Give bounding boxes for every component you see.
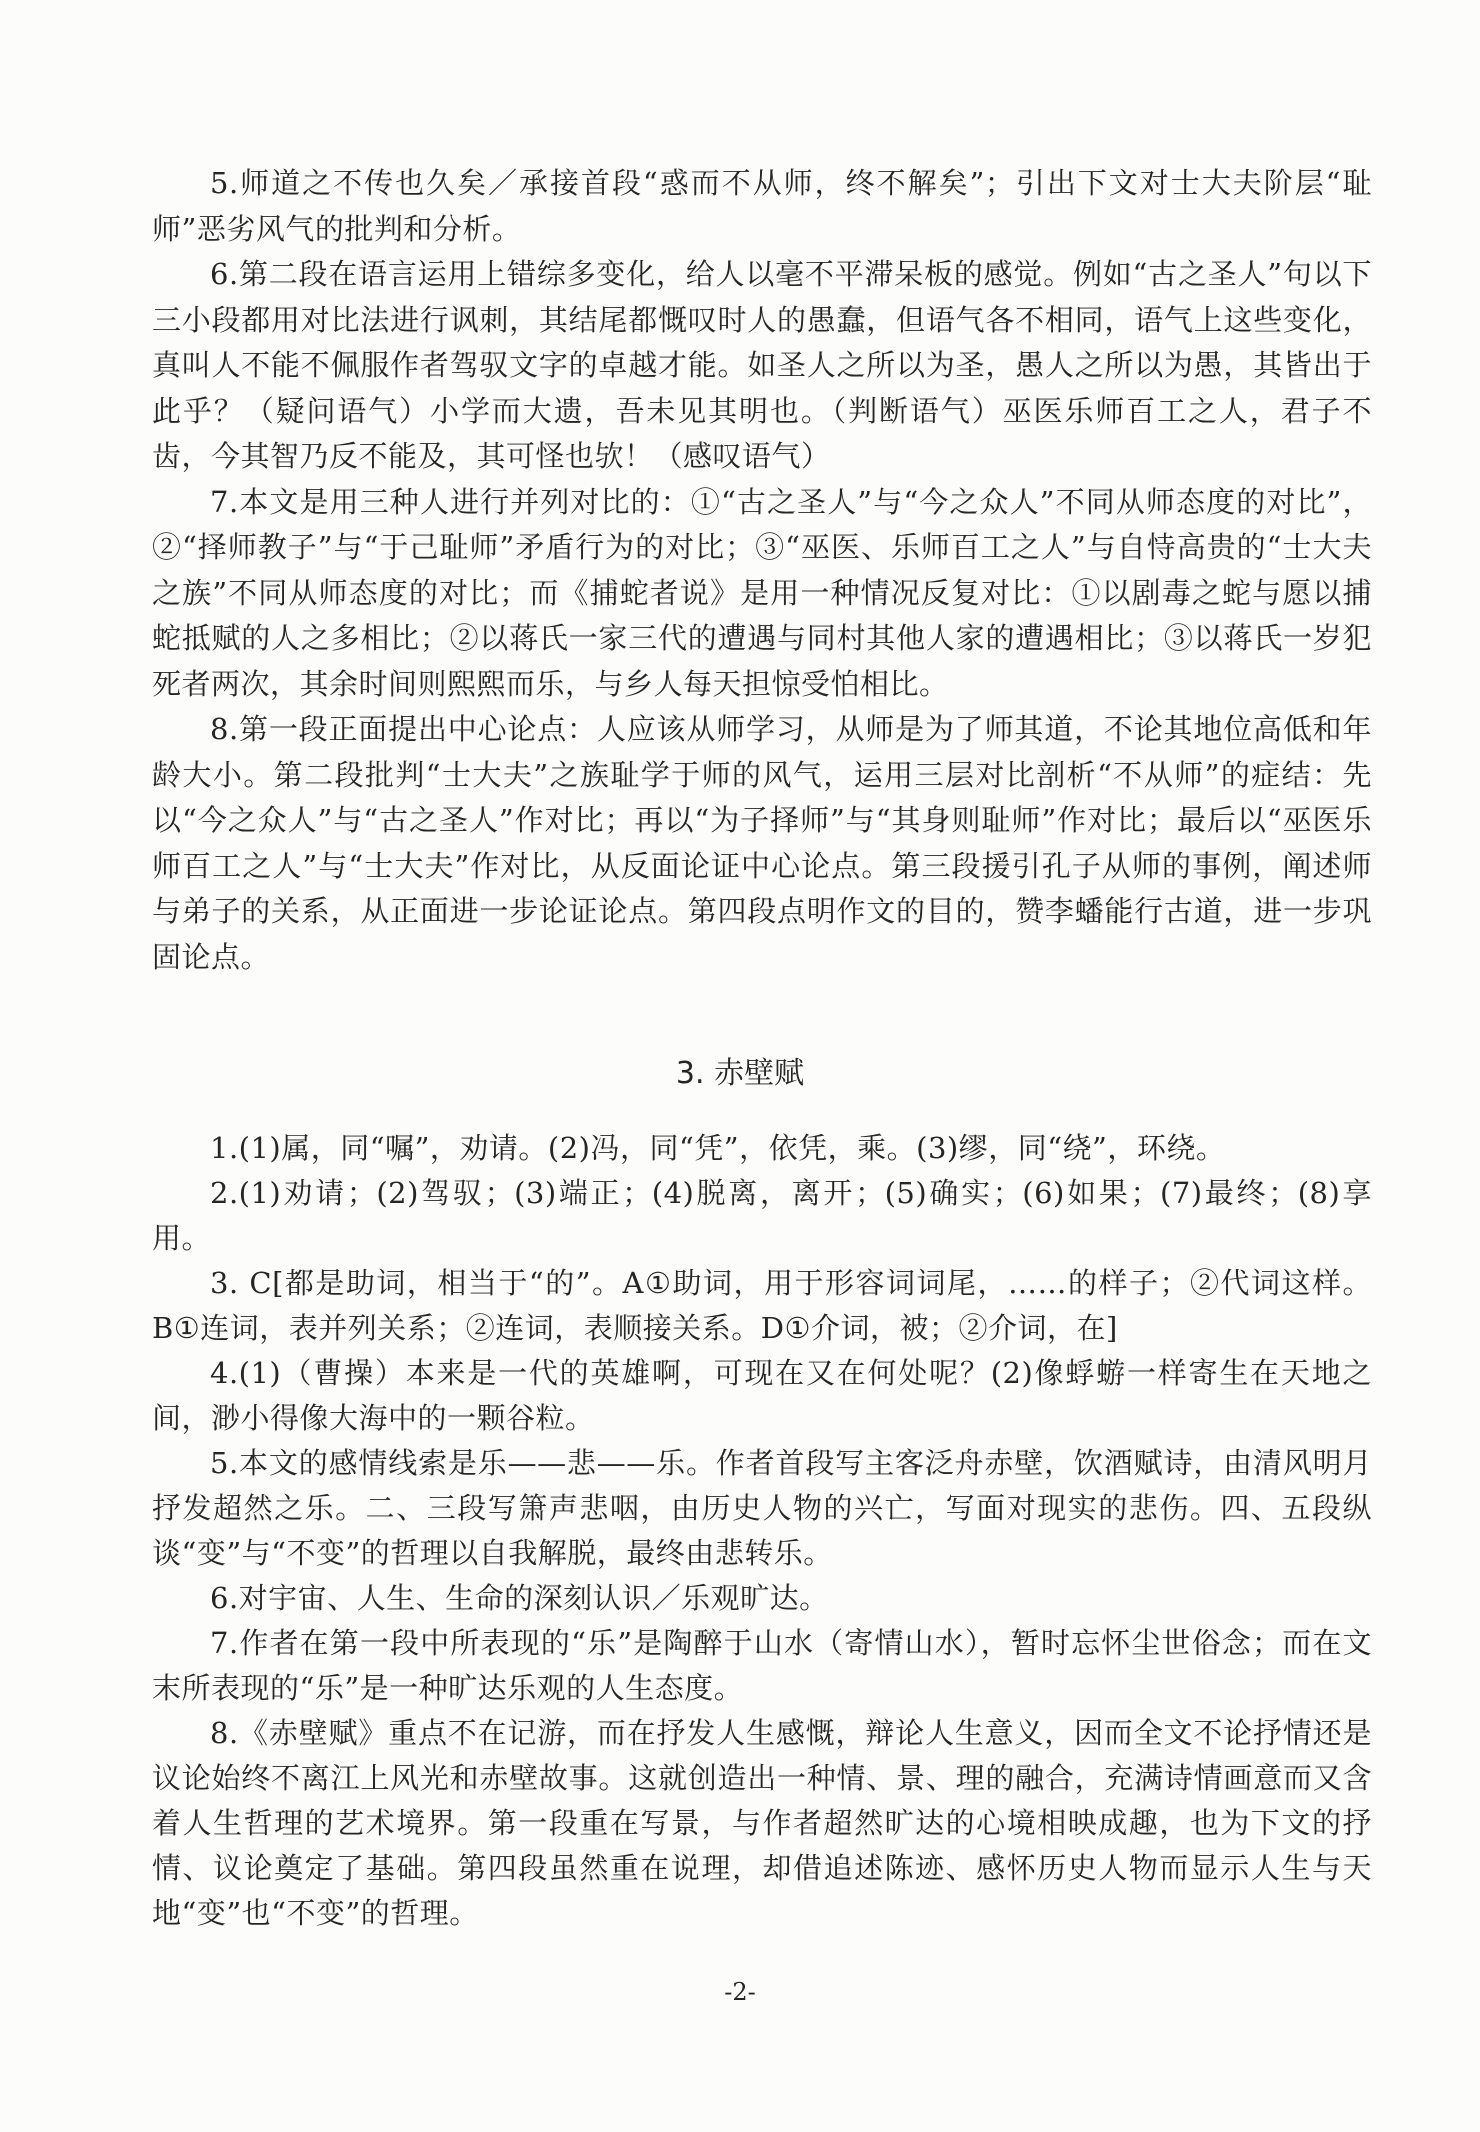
answer-paragraph-8: 8.《赤壁赋》重点不在记游，而在抒发人生感慨，辩论人生意义，因而全文不论抒情还是议论始终不离江上风光和赤壁故事。这就创造出一种情、景、理的融合，充满诗情画意而又含着人生哲理的艺术境界。第一段重在写景，与作者超然旷达的心境相映成趣，也为下文的抒情、议论奠定了基础。第四段虽然重在说理，却借追述陈迹、感怀历史人物而显示人生与天地“变”也“不变”的哲理。 — [152, 1716, 1372, 1930]
answer-section-chibifu — [152, 1126, 1372, 1936]
answer-paragraph-6: 6.对宇宙、人生、生命的深刻认识／乐观旷达。 — [210, 1581, 829, 1615]
page-number: -2- — [724, 1978, 756, 2006]
answer-paragraph-7: 7.作者在第一段中所表现的“乐”是陶醉于山水（寄情山水），暂时忘怀尘世俗念；而在文末所表现的“乐”是一种旷达乐观的人生态度。 — [152, 1626, 1372, 1705]
answer-paragraph-3: 3. C[都是助词，相当于“的”。A①助词，用于形容词词尾，……的样子；②代词这样。B①连词，表并列关系；②连词，表顺接关系。D①介词，被；②介词，在] — [152, 1266, 1372, 1345]
answer-paragraph-8: 8.第一段正面提出中心论点：人应该从师学习，从师是为了师其道，不论其地位高低和年龄大小。第二段批判“士大夫”之族耻学于师的风气，运用三层对比剖析“不从师”的症结：先以“今之众人”与“古之圣人”作对比；再以“为子择师”与“其身则耻师”作对比；最后以“巫医乐师百工之人”与“士大夫”作对比，从反面论证中心论点。第三段援引孔子从师的事例，阐述师与弟子的关系，从正面进一步论证论点。第四段点明作文的目的，赞李蟠能行古道，进一步巩固论点。 — [152, 712, 1372, 974]
answer-paragraph-4: 4.(1)（曹操）本来是一代的英雄啊，可现在又在何处呢？(2)像蜉蝣一样寄生在天地之间，渺小得像大海中的一颗谷粒。 — [152, 1356, 1372, 1435]
answer-paragraph-5: 5.师道之不传也久矣／承接首段“惑而不从师，终不解矣”；引出下文对士大夫阶层“耻师”恶劣风气的批判和分析。 — [152, 166, 1372, 246]
answer-paragraph-1: 1.(1)属，同“嘱”，劝请。(2)冯，同“凭”，依凭，乘。(3)缪，同“绕”，环绕。 — [210, 1131, 1226, 1165]
answer-paragraph-2: 2.(1)劝请；(2)驾驭；(3)端正；(4)脱离，离开；(5)确实；(6)如果；(7)最终；(8)享用。 — [152, 1176, 1372, 1255]
answer-paragraph-5: 5.本文的感情线索是乐——悲——乐。作者首段写主客泛舟赤壁，饮酒赋诗，由清风明月抒发超然之乐。二、三段写箫声悲咽，由历史人物的兴亡，写面对现实的悲伤。四、五段纵谈“变”与“不变”的哲理以自我解脱，最终由悲转乐。 — [152, 1446, 1372, 1570]
answer-section-shishuo — [152, 161, 1372, 980]
answer-paragraph-7: 7.本文是用三种人进行并列对比的：①“古之圣人”与“今之众人”不同从师态度的对比”，②“择师教子”与“于己耻师”矛盾行为的对比；③“巫医、乐师百工之人”与自恃高贵的“士大夫之族”不同从师态度的对比；而《捕蛇者说》是用一种情况反复对比：①以剧毒之蛇与愿以捕蛇抵赋的人之多相比；②以蒋氏一家三代的遭遇与同村其他人家的遭遇相比；③以蒋氏一岁犯死者两次，其余时间则熙熙而乐，与乡人每天担惊受怕相比。 — [152, 484, 1372, 701]
section-title: 3. 赤壁赋 — [675, 1056, 805, 1091]
answer-paragraph-6: 6.第二段在语言运用上错综多变化，给人以毫不平滞呆板的感觉。例如“古之圣人”句以下三小段都用对比法进行讽刺，其结尾都慨叹时人的愚蠢，但语气各不相同，语气上这些变化，真叫人不能不佩服作者驾驭文字的卓越才能。如圣人之所以为圣，愚人之所以为愚，其皆出于此乎？（疑问语气）小学而大遗，吾未见其明也。（判断语气）巫医乐师百工之人，君子不齿，今其智乃反不能及，其可怪也欤！（感叹语气） — [152, 257, 1372, 473]
